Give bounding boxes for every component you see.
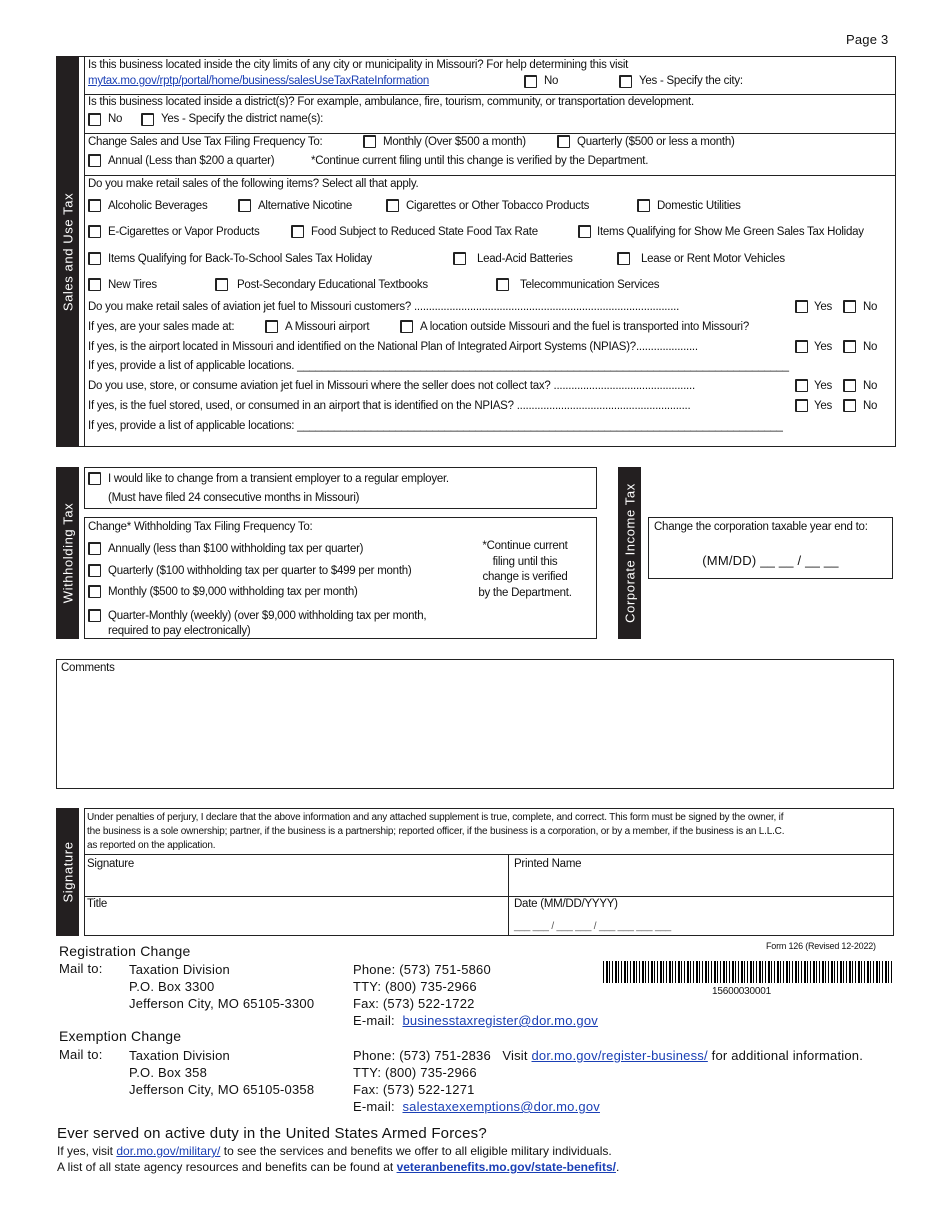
mail-to-label: Mail to:: [59, 1047, 103, 1062]
wh-monthly-checkbox[interactable]: [88, 585, 101, 598]
registration-address: Taxation Division P.O. Box 3300 Jefferson City, MO 65105-3300: [129, 962, 315, 1011]
wh-monthly-label: Monthly ($500 to $9,000 withholding tax per month): [108, 586, 358, 598]
comments-label: Comments: [61, 662, 115, 674]
sales-annual-checkbox[interactable]: [88, 154, 101, 167]
no-label: No: [863, 380, 878, 392]
made-at-label: If yes, are your sales made at:: [88, 321, 235, 333]
registration-email-link[interactable]: businesstaxregister@dor.mo.gov: [402, 1013, 598, 1028]
perjury-declaration: Under penalties of perjury, I declare that the above information and any attached supplement is true, complete, and correct. This form must be signed by the owner, if the business is a sole ownership; partner, if the business is a partnership; reported officer, if the business is a corporation, or by a member, if the business is an L.L.C. as reported on the application.: [87, 812, 785, 851]
sales-freq-note: *Continue current filing until this change is verified by the Department.: [311, 155, 649, 167]
item-label: Items Qualifying for Back-To-School Sales Tax Holiday: [108, 253, 372, 265]
city-no-checkbox[interactable]: [524, 75, 537, 88]
item-label: Post-Secondary Educational Textbooks: [237, 279, 428, 291]
mail-to-label: Mail to:: [59, 961, 103, 976]
stored-no-checkbox[interactable]: [843, 399, 856, 412]
item-checkbox[interactable]: [637, 199, 650, 212]
item-checkbox[interactable]: [578, 225, 591, 238]
item-checkbox[interactable]: [386, 199, 399, 212]
no-label: No: [863, 341, 878, 353]
registration-contact: Phone: (573) 751-5860 TTY: (800) 735-2966 Fax: (573) 522-1722 E-mail: businesstaxregister@dor.mo.gov: [353, 962, 598, 1028]
city-yes-label: Yes - Specify the city:: [639, 75, 743, 87]
corporate-label: Change the corporation taxable year end to:: [654, 521, 868, 533]
item-checkbox[interactable]: [88, 199, 101, 212]
city-yes-checkbox[interactable]: [619, 75, 632, 88]
withholding-freq-label: Change* Withholding Tax Filing Frequency To:: [88, 521, 313, 533]
item-checkbox[interactable]: [496, 278, 509, 291]
item-checkbox[interactable]: [88, 252, 101, 265]
wh-quarter-monthly-label: Quarter-Monthly (weekly) (over $9,000 withholding tax per month,: [108, 610, 427, 622]
stored-question: If yes, is the fuel stored, used, or consumed in an airport that is identified on the NPIAS? ...........................................................: [88, 400, 691, 412]
withholding-side-label: Withholding Tax: [56, 467, 79, 639]
wh-quarterly-label: Quarterly ($100 withholding tax per quarter to $499 per month): [108, 565, 412, 577]
stored-yes-checkbox[interactable]: [795, 399, 808, 412]
sales-annual-label: Annual (Less than $200 a quarter): [108, 155, 275, 167]
npias-question: If yes, is the airport located in Missouri and identified on the National Plan of Integrated Airport Systems (NPIAS)?.....................: [88, 341, 698, 353]
wh-annually-checkbox[interactable]: [88, 542, 101, 555]
year-end-field[interactable]: (MM/DD) __ __ / __ __: [702, 553, 839, 568]
locations-field-2[interactable]: If yes, provide a list of applicable locations: _______________________________________________________________________________: [88, 420, 783, 432]
barcode-number: 15600030001: [712, 986, 771, 997]
sales-side-label: Sales and Use Tax: [56, 56, 79, 447]
city-question: Is this business located inside the city limits of any city or municipality in Missouri? For help determining this visit: [88, 59, 629, 71]
jet-yes-checkbox[interactable]: [795, 300, 808, 313]
wh-annually-label: Annually (less than $100 withholding tax per quarter): [108, 543, 364, 555]
item-label: Cigarettes or Other Tobacco Products: [406, 200, 590, 212]
use-store-question: Do you use, store, or consume aviation jet fuel in Missouri where the seller does not collect tax? ................................................: [88, 380, 695, 392]
military-heading: Ever served on active duty in the United States Armed Forces?: [57, 1125, 487, 1142]
jet-no-checkbox[interactable]: [843, 300, 856, 313]
item-label: Alternative Nicotine: [258, 200, 353, 212]
item-checkbox[interactable]: [215, 278, 228, 291]
exemption-address: Taxation Division P.O. Box 358 Jefferson City, MO 65105-0358: [129, 1048, 315, 1097]
locations-field-1[interactable]: If yes, provide a list of applicable locations. ________________________________________________________________________________: [88, 360, 789, 372]
item-label: Food Subject to Reduced State Food Tax Rate: [311, 226, 538, 238]
tax-rate-link[interactable]: mytax.mo.gov/rptp/portal/home/business/salesUseTaxRateInformation: [88, 75, 430, 87]
item-label: Alcoholic Beverages: [108, 200, 208, 212]
district-no-checkbox[interactable]: [88, 113, 101, 126]
item-label: New Tires: [108, 279, 157, 291]
use-yes-checkbox[interactable]: [795, 379, 808, 392]
wh-quarter-monthly-checkbox[interactable]: [88, 609, 101, 622]
item-checkbox[interactable]: [291, 225, 304, 238]
withholding-note: *Continue current filing until this change is verified by the Department.: [478, 540, 572, 599]
item-label: Items Qualifying for Show Me Green Sales Tax Holiday: [597, 226, 864, 238]
item-checkbox[interactable]: [617, 252, 630, 265]
item-checkbox[interactable]: [453, 252, 466, 265]
item-label: Telecommunication Services: [520, 279, 660, 291]
signature-side-label: Signature: [56, 808, 79, 936]
title-field[interactable]: Title: [87, 898, 108, 910]
city-no-label: No: [544, 75, 559, 87]
wh-quarterly-checkbox[interactable]: [88, 564, 101, 577]
retail-question: Do you make retail sales of the following items? Select all that apply.: [88, 178, 419, 190]
wh-quarter-monthly-label-2: required to pay electronically): [108, 625, 251, 637]
veteran-benefits-link[interactable]: veteranbenefits.mo.gov/state-benefits/: [396, 1160, 616, 1174]
sales-quarterly-checkbox[interactable]: [557, 135, 570, 148]
registration-heading: Registration Change: [59, 943, 191, 959]
item-label: E-Cigarettes or Vapor Products: [108, 226, 260, 238]
sales-monthly-checkbox[interactable]: [363, 135, 376, 148]
sales-monthly-label: Monthly (Over $500 a month): [383, 136, 526, 148]
transient-label: I would like to change from a transient employer to a regular employer.: [108, 473, 449, 485]
district-yes-checkbox[interactable]: [141, 113, 154, 126]
printed-name-field[interactable]: Printed Name: [514, 858, 582, 870]
transient-note: (Must have filed 24 consecutive months in Missouri): [108, 492, 360, 504]
yes-label: Yes: [814, 301, 833, 313]
sales-freq-label: Change Sales and Use Tax Filing Frequency To:: [88, 136, 323, 148]
register-business-link[interactable]: dor.mo.gov/register-business/: [531, 1048, 708, 1063]
exemption-heading: Exemption Change: [59, 1028, 182, 1044]
missouri-airport-checkbox[interactable]: [265, 320, 278, 333]
yes-label: Yes: [814, 341, 833, 353]
yes-label: Yes: [814, 380, 833, 392]
page-label: Page 3: [846, 32, 889, 47]
use-no-checkbox[interactable]: [843, 379, 856, 392]
comments-field[interactable]: [56, 659, 894, 789]
item-checkbox[interactable]: [238, 199, 251, 212]
exemption-email-link[interactable]: salestaxexemptions@dor.mo.gov: [402, 1099, 600, 1114]
item-label: Lease or Rent Motor Vehicles: [641, 253, 785, 265]
form-id: Form 126 (Revised 12-2022): [766, 941, 876, 951]
corporate-side-label: Corporate Income Tax: [618, 467, 641, 639]
district-question: Is this business located inside a district(s)? For example, ambulance, fire, tourism, community, or transportation development.: [88, 96, 694, 108]
date-field[interactable]: Date (MM/DD/YYYY): [514, 898, 618, 910]
military-link[interactable]: dor.mo.gov/military/: [116, 1144, 221, 1158]
jet-fuel-question: Do you make retail sales of aviation jet fuel to Missouri customers? ..........................................................................................: [88, 301, 680, 313]
district-no-label: No: [108, 113, 123, 125]
outside-missouri-checkbox[interactable]: [400, 320, 413, 333]
district-yes-label: Yes - Specify the district name(s):: [161, 113, 324, 125]
exemption-contact: Phone: (573) 751-2836 Visit dor.mo.gov/register-business/ for additional information. TTY: (800) 735-2966 Fax: (573) 522-1271 E-mail: salestaxexemptions@dor.mo.gov: [353, 1048, 864, 1114]
outside-missouri-label: A location outside Missouri and the fuel is transported into Missouri?: [420, 321, 749, 333]
transient-checkbox[interactable]: [88, 472, 101, 485]
barcode: [603, 961, 893, 983]
no-label: No: [863, 301, 878, 313]
npias-yes-checkbox[interactable]: [795, 340, 808, 353]
no-label: No: [863, 400, 878, 412]
date-blanks: ___ ___ / ___ ___ / ___ ___ ___ ___: [514, 921, 672, 932]
signature-field[interactable]: Signature: [87, 858, 134, 870]
military-line-2: A list of all state agency resources and benefits can be found at veteranbenefits.mo.gov/state-benefits/.: [57, 1160, 620, 1174]
item-label: Domestic Utilities: [657, 200, 741, 212]
item-checkbox[interactable]: [88, 225, 101, 238]
item-label: Lead-Acid Batteries: [477, 253, 573, 265]
military-line-1: If yes, visit dor.mo.gov/military/ to see the services and benefits we offer to all eligible military individuals.: [57, 1144, 612, 1158]
sales-quarterly-label: Quarterly ($500 or less a month): [577, 136, 735, 148]
npias-no-checkbox[interactable]: [843, 340, 856, 353]
missouri-airport-label: A Missouri airport: [285, 321, 370, 333]
item-checkbox[interactable]: [88, 278, 101, 291]
yes-label: Yes: [814, 400, 833, 412]
